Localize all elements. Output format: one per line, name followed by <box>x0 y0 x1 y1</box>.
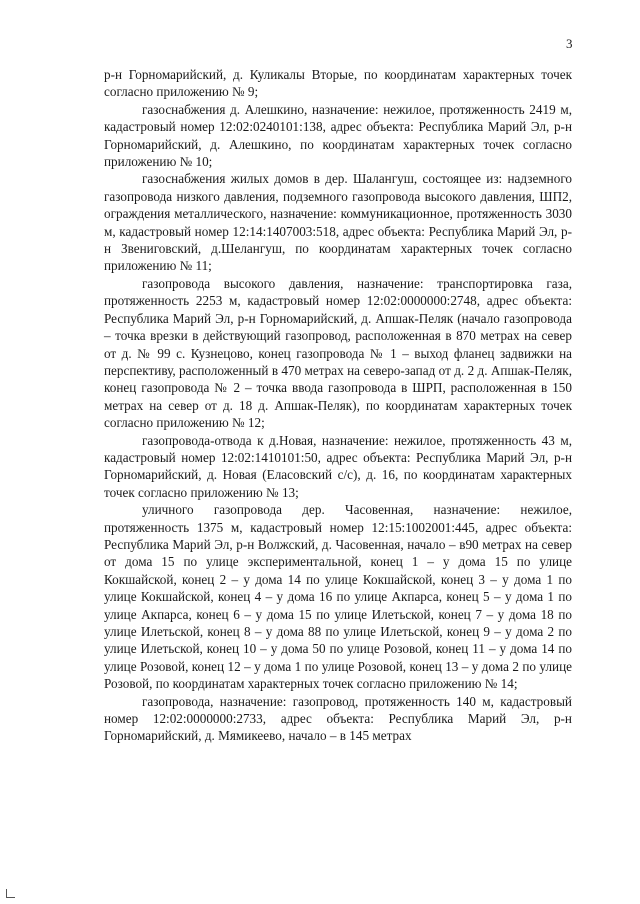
document-body <box>104 66 572 745</box>
scan-corner-mark <box>6 889 15 898</box>
paragraph-chasovennaya: уличного газопровода дер. Часовенная, назначение: нежилое, протяженность 1375 м, кадастровый номер 12:15:1002001:445, адрес объекта: Республика Марий Эл, р-н Волжский, д. Часовенная, начало – в90 метрах на север от дома 15 по улице экспериментальной, конец 1 – у дома 15 по улице Кокшайской, конец 2 – у дома 14 по улице Кокшайской, конец 3 – у дома 1 по улице Кокшайской, конец 4 – у дома 16 по улице Акпарса, конец 5 – у дома 1 по улице Акпарса, конец 6 – у дома 15 по улице Илетьской, конец 7 – у дома 18 по улице Илетьской, конец 8 – у дома 88 по улице Илетьской, конец 9 – у дома 2 по улице Илетьской, конец 10 – у дома 50 по улице Розовой, конец 11 – у дома 14 по улице Розовой, конец 12 – у дома 1 по улице Розовой, конец 13 – у дома 2 по улице Розовой, по координатам характерных точек согласно приложению № 14; <box>104 502 572 692</box>
paragraph-aleshkino: газоснабжения д. Алешкино, назначение: нежилое, протяженность 2419 м, кадастровый номер 12:02:0240101:138, адрес объекта: Республика Марий Эл, р-н Горномарийский, д. Алешкино, по координатам характерных точек согласно приложению № 10; <box>104 101 572 170</box>
paragraph-shalangush: газоснабжения жилых домов в дер. Шалангуш, состоящее из: надземного газопровода низкого давления, подземного газопровода высокого давления, ШП2, ограждения металлического, назначение: коммуникационное, протяженность 3030 м, кадастровый номер 12:14:1407003:518, адрес объекта: Республика Марий Эл, р-н Звениговский, д.Шелангуш, по координатам характерных точек согласно приложению № 11; <box>104 171 572 274</box>
paragraph-novaya: газопровода-отвода к д.Новая, назначение: нежилое, протяженность 43 м, кадастровый номер 12:02:1410101:50, адрес объекта: Республика Марий Эл, р-н Горномарийский, д. Новая (Еласовский с/с), д. 16, по координатам характерных точек согласно приложению № 13; <box>104 432 572 500</box>
page-number: 3 <box>566 36 573 51</box>
paragraph-apshak-pelyak: газопровода высокого давления, назначение: транспортировка газа, протяженность 2253 м, кадастровый номер 12:02:0000000:2748, адрес объекта: Республика Марий Эл, р-н Горномарийский, д. Апшак-Пеляк (начало газопровода – точка врезки в действующий газопровод, расположенная в 870 метрах на север от д. № 99 с. Кузнецово, конец газопровода № 1 – выход фланец задвижки на перспективу, расположенный в 470 метрах на северо-запад от д. 2 д. Апшак-Пеляк, конец газопровода № 2 – точка ввода газопровода в ШРП, расположенная в 150 метрах на север от д. 18 д. Апшак-Пеляк), по координатам характерных точек согласно приложению № 12; <box>104 275 572 431</box>
paragraph-continuation: р-н Горномарийский, д. Куликалы Вторые, по координатам характерных точек согласно приложению № 9; <box>104 67 572 100</box>
paragraph-myamikeevo: газопровода, назначение: газопровод, протяженность 140 м, кадастровый номер 12:02:0000000:2733, адрес объекта: Республика Марий Эл, р-н Горномарийский, д. Мямикеево, начало – в 145 метрах <box>104 693 572 744</box>
